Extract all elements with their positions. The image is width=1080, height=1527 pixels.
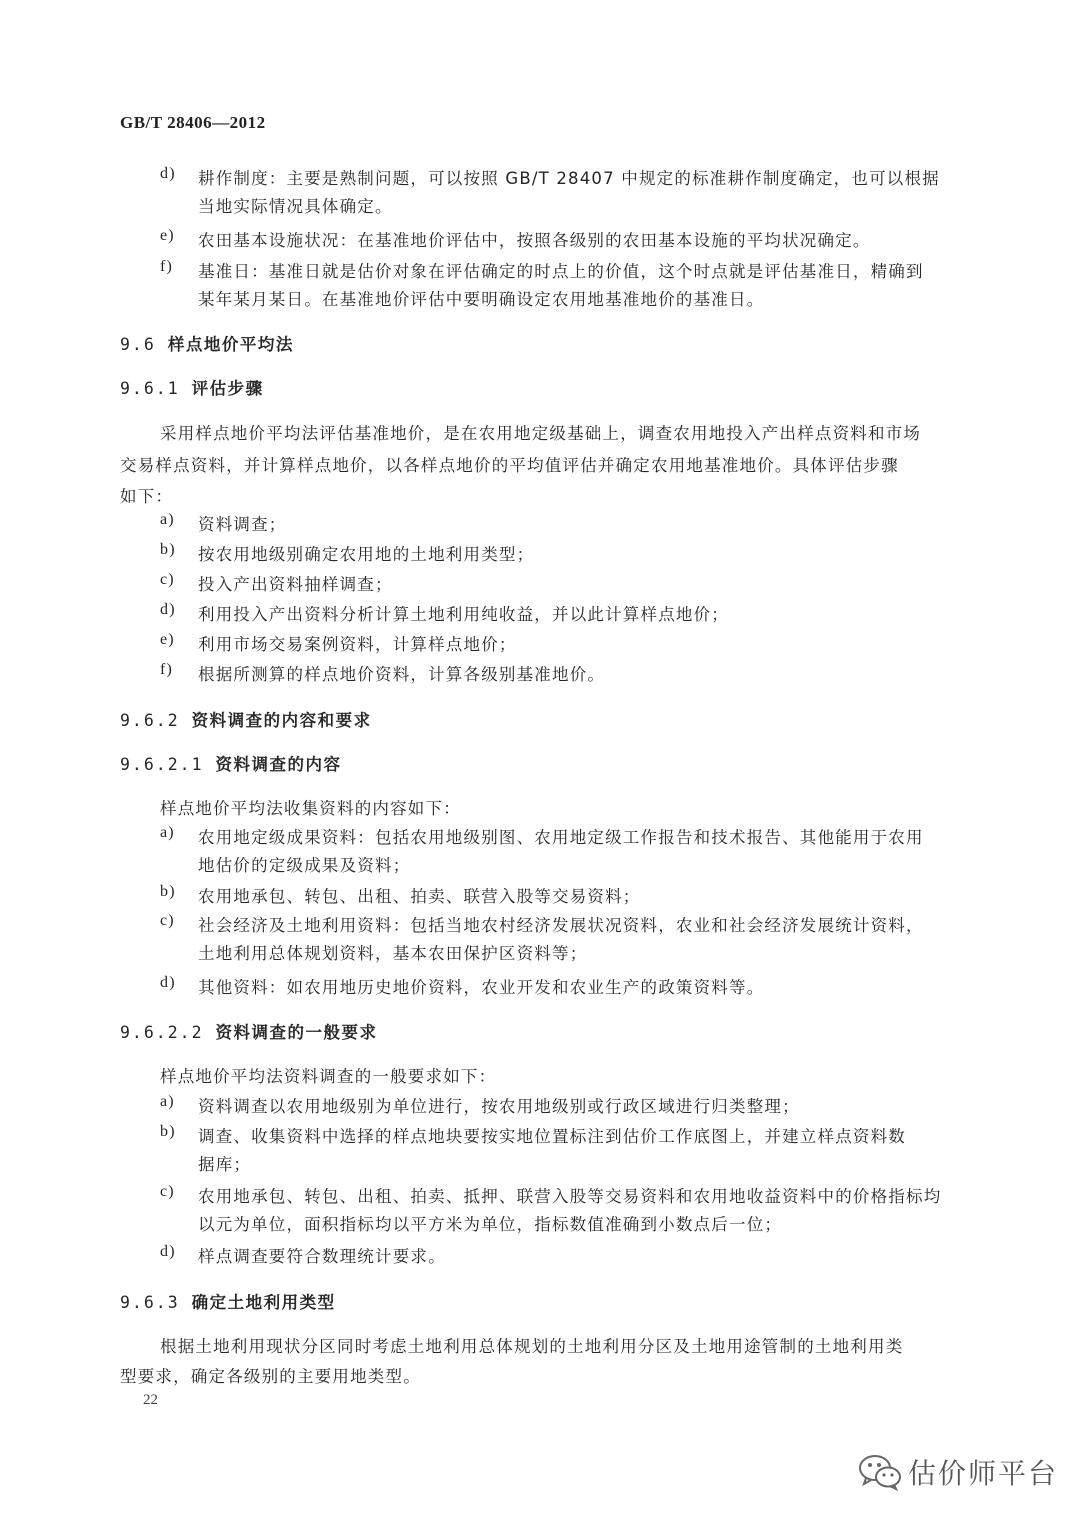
item-label: d): [160, 165, 176, 182]
page-number: 22: [143, 1392, 158, 1408]
paragraph-line: 交易样点资料，并计算样点地价，以各样点地价的平均值评估并确定农用地基准地价。具体评估步骤: [120, 456, 899, 475]
item-label: f): [160, 258, 174, 275]
section-heading: 9.6.2.2 资料调查的一般要求: [120, 1023, 378, 1042]
paragraph-line: 采用样点地价平均法评估基准地价，是在农用地定级基础上，调查农用地投入产出样点资料和市场: [160, 424, 922, 443]
paragraph-line: 样点地价平均法收集资料的内容如下：: [160, 799, 461, 818]
paragraph-line: 样点地价平均法资料调查的一般要求如下：: [160, 1067, 497, 1086]
item-text: 农田基本设施状况：在基准地价评估中，按照各级别的农田基本设施的平均状况确定。: [198, 231, 871, 250]
section-heading: 9.6.1 评估步骤: [120, 379, 264, 398]
item-label: e): [160, 227, 175, 244]
watermark: [858, 1452, 1058, 1492]
document-code: GB/T 28406—2012: [120, 113, 266, 132]
paragraph-line: 型要求，确定各级别的主要用地类型。: [120, 1367, 421, 1386]
item-text: 耕作制度：主要是熟制问题，可以按照 GB/T 28407 中规定的标准耕作制度确定，也可以根据: [198, 169, 940, 188]
paragraph-line: 如下：: [120, 487, 174, 506]
section-heading: 9.6.2.1 资料调查的内容: [120, 755, 342, 774]
paragraph-line: 根据土地利用现状分区同时考虑土地利用总体规划的土地利用分区及土地用途管制的土地利用类: [160, 1337, 904, 1356]
section-heading: 9.6 样点地价平均法: [120, 335, 294, 354]
wechat-icon: [858, 1453, 902, 1491]
item-text: 某年某月某日。在基准地价评估中要明确设定农用地基准地价的基准日。: [198, 290, 765, 309]
section-heading: 9.6.3 确定土地利用类型: [120, 1293, 336, 1312]
watermark-text: 估价师平台: [908, 1457, 1059, 1490]
section-heading: 9.6.2 资料调查的内容和要求: [120, 711, 372, 730]
item-text: 当地实际情况具体确定。: [198, 197, 393, 216]
item-text: 基准日：基准日就是估价对象在评估确定的时点上的价值，这个时点就是评估基准日，精确到: [198, 262, 924, 281]
